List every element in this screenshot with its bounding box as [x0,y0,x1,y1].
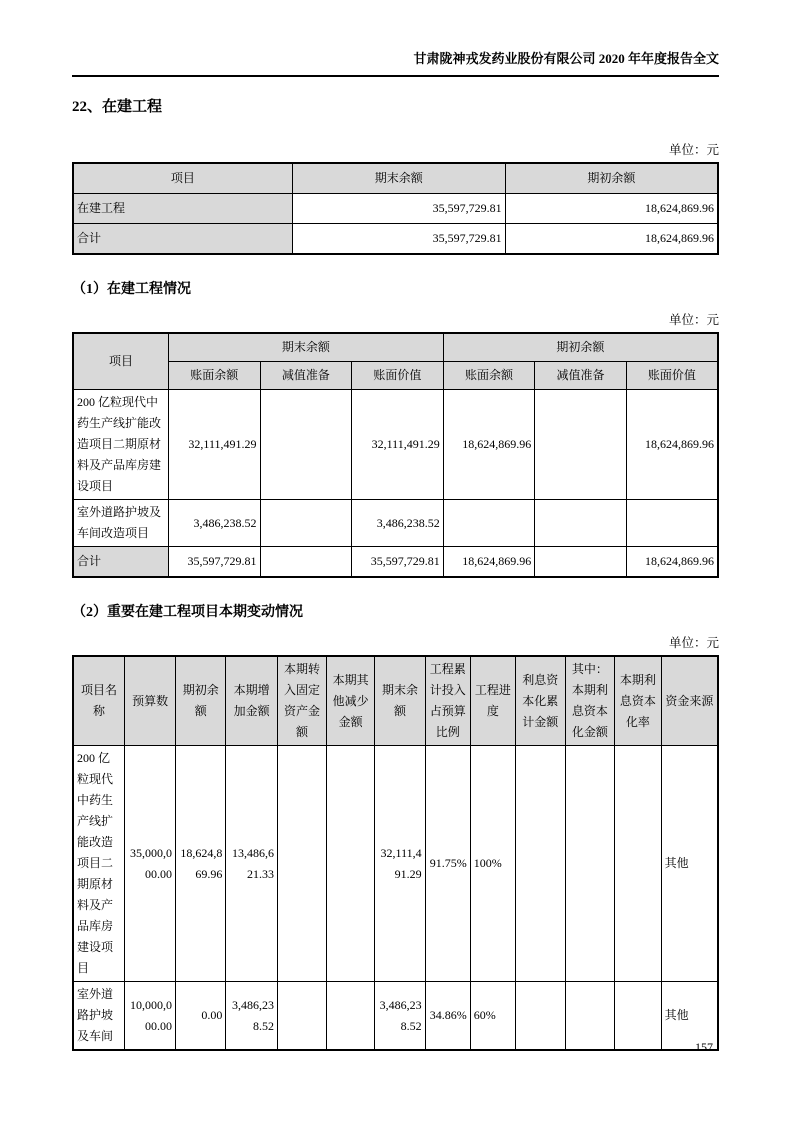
cell [260,390,352,500]
unit-label-3: 单位：元 [668,636,719,650]
column-header-impairment: 减值准备 [535,362,627,390]
cell [535,547,627,578]
report-header-text: 甘肃陇神戎发药业股份有限公司 2020 年年度报告全文 [413,51,719,66]
column-header-progress: 工程进度 [470,656,515,746]
project-name: 200 亿粒现代中药生产线扩能改造项目二期原材料及产品库房建设项目 [73,390,168,500]
cell [515,982,565,1051]
column-header-impairment: 减值准备 [260,362,352,390]
cell: 18,624,869.96 [626,390,718,500]
subsection-title-1: （1）在建工程情况 [72,282,191,297]
cell: 3,486,238.52 [226,982,278,1051]
cell: 35,000,000.00 [125,746,176,982]
cell-ratio: 91.75% [425,746,470,982]
column-header-book-balance: 账面余额 [168,362,260,390]
cell: 10,000,000.00 [125,982,176,1051]
column-header-book-value: 账面价值 [626,362,718,390]
cell: 32,111,491.29 [352,390,444,500]
table-subheader-row [73,362,718,390]
cell [615,746,661,982]
table-header-row [73,656,718,746]
column-header-ending-balance: 期末余额 [375,656,425,746]
cell-beginning-balance: 18,624,869.96 [505,194,718,224]
column-header-book-value: 账面价值 [352,362,444,390]
column-header-capitalized-interest-current: 其中：本期利息资本化金额 [565,656,615,746]
column-header-budget: 预算数 [125,656,176,746]
cell-funding-source: 其他 [661,746,718,982]
cell: 3,486,238.52 [352,500,444,547]
column-header-ending-balance: 期末余额 [292,163,505,194]
project-name: 室外道路护坡及车间 [73,982,125,1051]
table-header-row [73,163,718,194]
column-header-beginning-balance: 期初余额 [176,656,226,746]
cell [615,982,661,1051]
cell-beginning-balance: 18,624,869.96 [505,224,718,255]
row-label: 在建工程 [73,194,292,224]
cell-ratio: 34.86% [425,982,470,1051]
page-number: 157 [695,1040,713,1054]
cell [260,500,352,547]
cell [326,746,374,982]
row-label: 合计 [73,224,292,255]
cell: 35,597,729.81 [168,547,260,578]
cell [443,500,535,547]
cell [277,746,326,982]
cell: 18,624,869.96 [443,547,535,578]
column-header-investment-to-budget-ratio: 工程累计投入占预算比例 [425,656,470,746]
cell: 18,624,869.96 [626,547,718,578]
cip-detail-table [72,332,719,578]
cip-summary-table [72,162,719,255]
cell-ending-balance: 35,597,729.81 [292,224,505,255]
cell: 0.00 [176,982,226,1051]
cell [535,390,627,500]
report-header [72,50,719,77]
column-header-other-decreases: 本期其他减少金额 [326,656,374,746]
column-header-project-name: 项目名称 [73,656,125,746]
column-header-capitalization-rate: 本期利息资本化率 [615,656,661,746]
cell-progress: 100% [470,746,515,982]
column-header-book-balance: 账面余额 [443,362,535,390]
cell [565,982,615,1051]
cell: 13,486,621.33 [226,746,278,982]
column-header-funding-source: 资金来源 [661,656,718,746]
unit-label-2: 单位：元 [668,313,719,327]
project-name: 200 亿粒现代中药生产线扩能改造项目二期原材料及产品库房建设项目 [73,746,125,982]
section-title-22: 22、在建工程 [72,99,163,115]
table-row [73,746,718,982]
cell: 3,486,238.52 [168,500,260,547]
cell [565,746,615,982]
cell [535,500,627,547]
cell: 35,597,729.81 [352,547,444,578]
project-name: 室外道路护坡及车间改造项目 [73,500,168,547]
column-header-beginning-balance: 期初余额 [505,163,718,194]
cell [260,547,352,578]
column-header-additions: 本期增加金额 [226,656,278,746]
cell: 18,624,869.96 [443,390,535,500]
cell [515,746,565,982]
unit-label-1: 单位：元 [668,143,719,157]
table-row [73,500,718,547]
cell [277,982,326,1051]
cip-movement-table [72,655,719,1051]
cell-progress: 60% [470,982,515,1051]
column-header-transferred-to-fixed-assets: 本期转入固定资产金额 [277,656,326,746]
cell: 32,111,491.29 [375,746,425,982]
column-header-item: 项目 [73,163,292,194]
table-row [73,390,718,500]
cell: 18,624,869.96 [176,746,226,982]
table-header-row [73,333,718,362]
cell [326,982,374,1051]
table-row [73,982,718,1051]
column-header-item: 项目 [73,333,168,390]
cell-ending-balance: 35,597,729.81 [292,194,505,224]
table-total-row [73,224,718,255]
cell: 3,486,238.52 [375,982,425,1051]
table-row [73,194,718,224]
table-total-row [73,547,718,578]
cell: 32,111,491.29 [168,390,260,500]
cell [626,500,718,547]
group-header-beginning: 期初余额 [443,333,718,362]
column-header-capitalized-interest-accumulated: 利息资本化累计金额 [515,656,565,746]
cell-funding-source: 其他 [661,982,718,1051]
row-label: 合计 [73,547,168,578]
subsection-title-2: （2）重要在建工程项目本期变动情况 [72,605,303,620]
group-header-ending: 期末余额 [168,333,443,362]
